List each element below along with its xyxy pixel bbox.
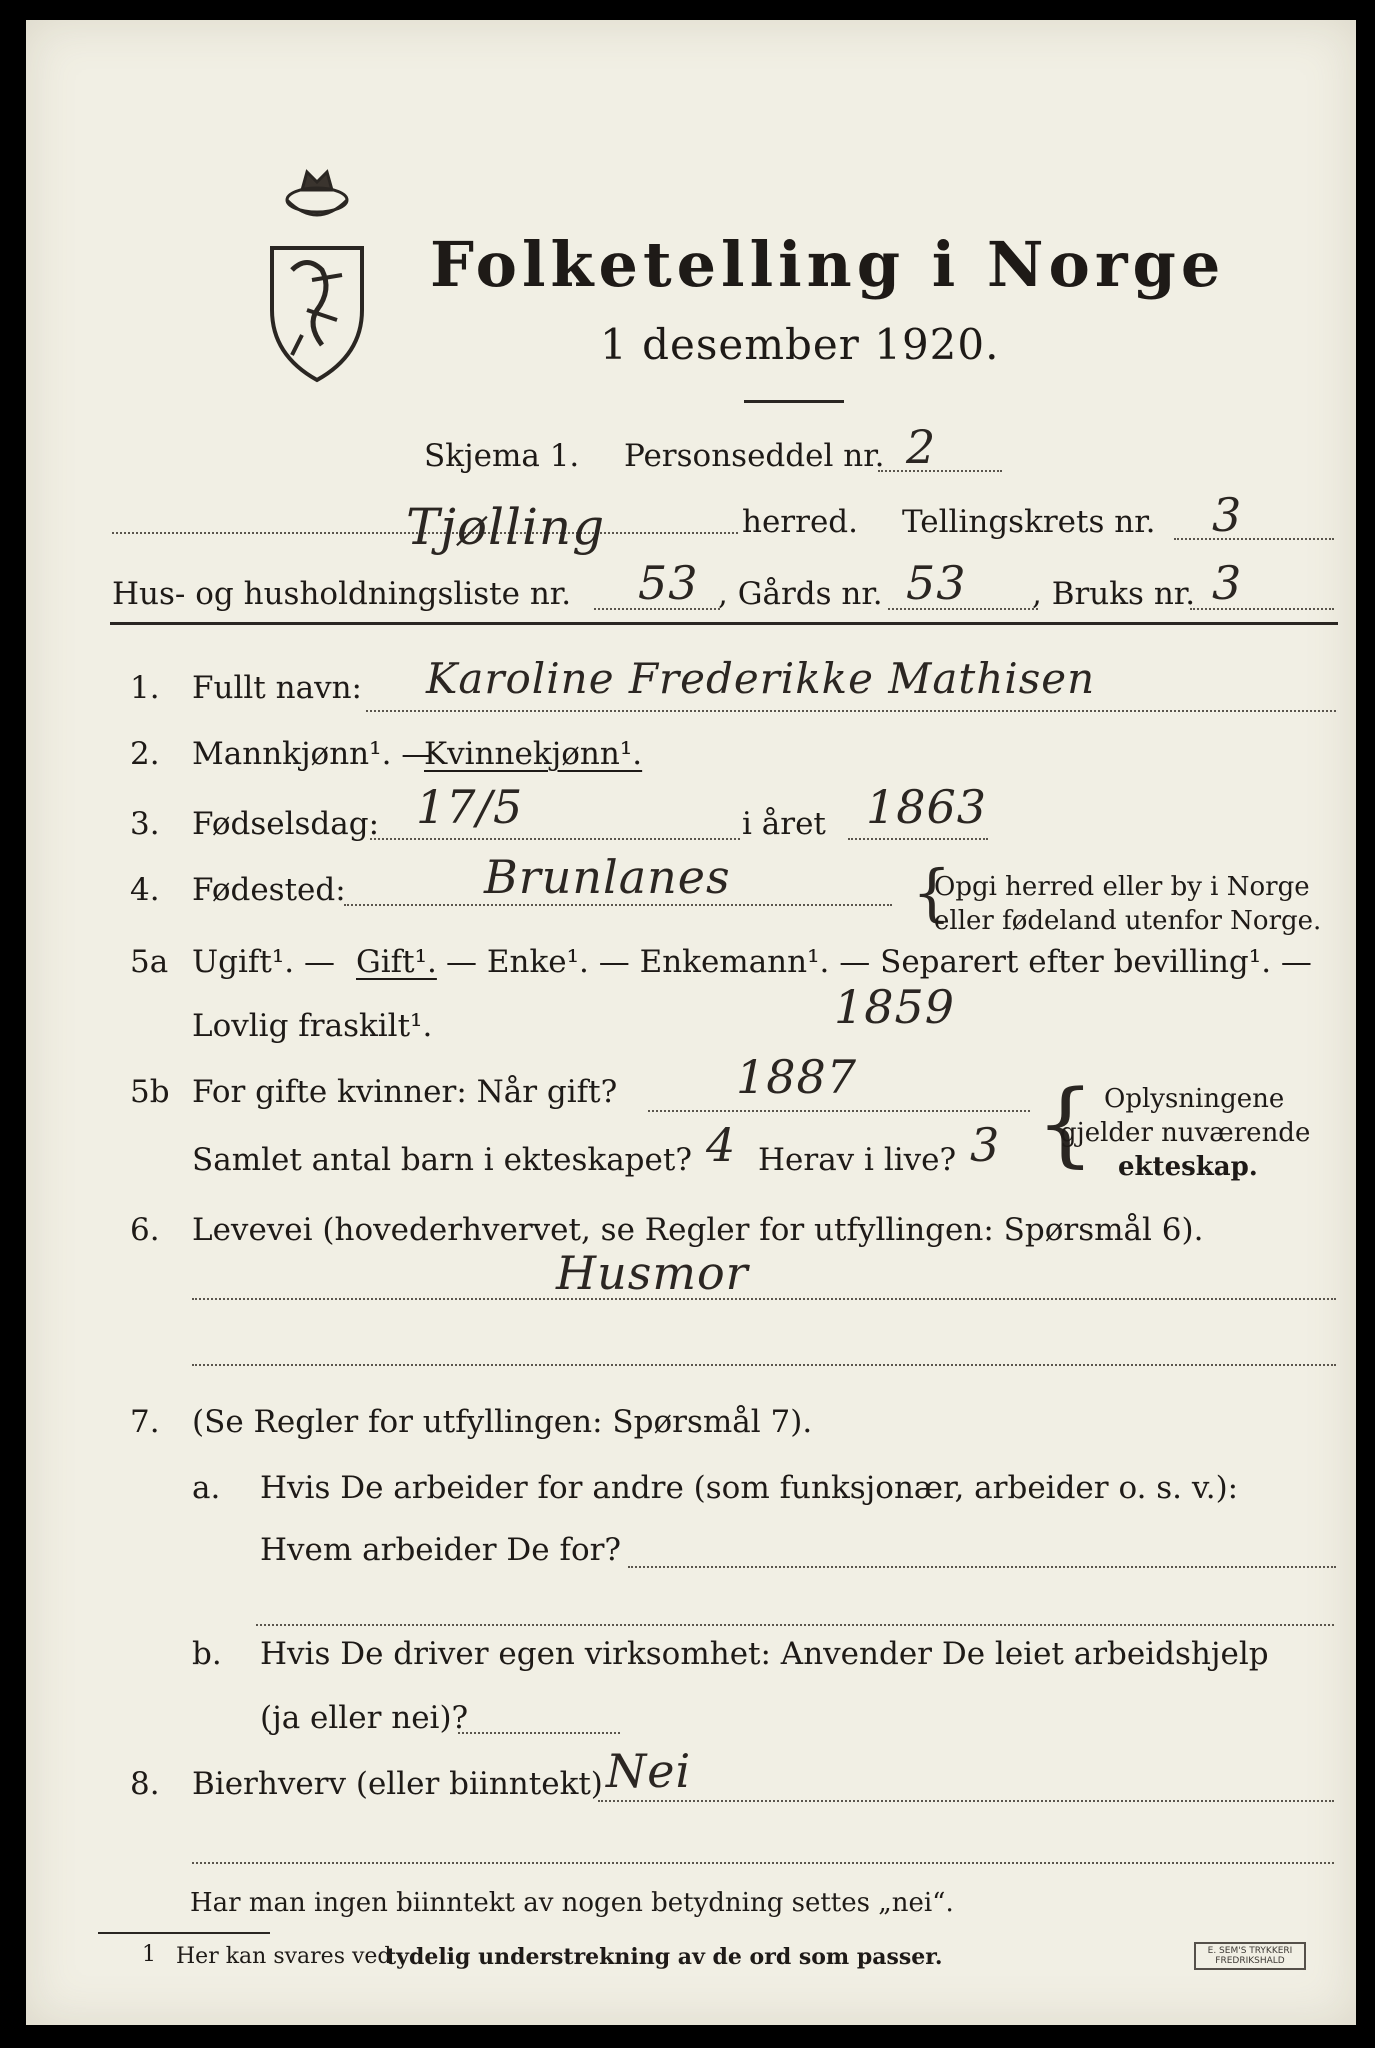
- footnote-divider: [98, 1932, 270, 1934]
- q6-number: 6.: [130, 1212, 160, 1248]
- male-option: Mannkjønn¹. —: [192, 736, 433, 772]
- year-label: i året: [742, 806, 826, 842]
- children-label: Samlet antal barn i ekteskapet?: [192, 1142, 692, 1178]
- q4-label: Fødested:: [192, 872, 346, 908]
- alive-value: 3: [970, 1118, 1001, 1172]
- q7-label: (Se Regler for utfyllingen: Spørsmål 7).: [192, 1404, 813, 1440]
- bruks-label: , Bruks nr.: [1032, 576, 1196, 612]
- norwegian-coat-of-arms-icon: [262, 160, 372, 385]
- header-divider: [110, 622, 1338, 625]
- marriage-note-3: ekteskap.: [1118, 1152, 1258, 1182]
- side-income-label: Bierhverv (eller biinntekt): [192, 1766, 603, 1802]
- q7-number: 7.: [130, 1404, 160, 1440]
- side-income-value: Nei: [606, 1744, 692, 1798]
- nei-note: Har man ingen biinntekt av nogen betydning settes „nei“.: [190, 1888, 954, 1918]
- census-form-sheet: Folketelling i Norge 1 desember 1920. Skjema 1. Personseddel nr. 2 Tjølling herred. Tellingskrets nr. 3 Hus- og husholdningsliste nr. 53 , Gårds nr. 53 , Bruks nr. 3 1. Fullt navn: Karoline Frederikke Mathisen 2. Mannkjønn¹. — Kvinnekjønn¹. 3. Fødselsdag: 17/5 i året 1863 4. Fødested: Brunlanes { Opgi herred eller by i Norge eller fødeland utenfor Norge. 5a Ugift¹. — Gift¹. — Enke¹. — Enkemann¹. — Separert efter bevilling¹. — Lovlig fraskilt¹. 1859 5b For gifte kvinner: Når gift? 1887 Samlet antal barn i ekteskapet? 4 Herav i live? 3 { Oplysningene gjelder nuværende ekteskap. 6. Levevei (hovederhvervet, se Regler for utfyllingen: Spørsmål 6). Husmor 7. (Se Regler for utfyllingen: Spørsmål 7). a. Hvis De arbeider for andre (som funksjonær, arbeider o. s. v.): Hvem arbeider De for? b. Hvis De driver egen virksomhet: Anvender De leiet arbeidshjelp (ja eller nei)? 8. Bierhverv (eller biinntekt) Nei Har man ingen biinntekt av nogen betydning settes „nei“. 1 Her kan svares ved tydelig understrekning av de ord som passer. E. SEM'S TRYKKERI FREDRIKSHALD: [26, 20, 1356, 2025]
- marriage-note-2: gjelder nuværende: [1060, 1118, 1311, 1148]
- personseddel-value: 2: [906, 420, 937, 474]
- occupation-value: Husmor: [556, 1246, 749, 1300]
- q5b-number: 5b: [130, 1074, 170, 1110]
- tellingskrets-value: 3: [1212, 488, 1243, 542]
- birthplace-note-1: Opgi herred eller by i Norge: [934, 872, 1310, 902]
- q3-label: Fødselsdag:: [192, 806, 380, 842]
- q1-number: 1.: [130, 670, 160, 706]
- herred-label: herred.: [742, 504, 858, 540]
- q3-number: 3.: [130, 806, 160, 842]
- gards-value: 53: [906, 556, 967, 610]
- footnote-emphasis: tydelig understrekning av de ord som passer.: [386, 1944, 943, 1970]
- married-option-underlined: Gift¹.: [356, 944, 437, 980]
- hired-help-question: (ja eller nei)?: [260, 1700, 469, 1736]
- employer-question: Hvem arbeider De for?: [260, 1532, 622, 1568]
- q4-number: 4.: [130, 872, 160, 908]
- q2-number: 2.: [130, 736, 160, 772]
- female-option-underlined: Kvinnekjønn¹.: [424, 736, 643, 772]
- bruks-value: 3: [1212, 556, 1243, 610]
- husliste-value: 53: [638, 556, 699, 610]
- children-value: 4: [706, 1118, 737, 1172]
- census-date: 1 desember 1920.: [600, 320, 1000, 369]
- birth-year-value: 1863: [866, 780, 988, 834]
- title-divider: [744, 400, 844, 403]
- footnote-mark: 1: [142, 1942, 156, 1967]
- divorced-option: Lovlig fraskilt¹.: [192, 1008, 433, 1044]
- q7a-text: Hvis De arbeider for andre (som funksjonær, arbeider o. s. v.):: [260, 1470, 1239, 1506]
- alive-label: Herav i live?: [758, 1142, 957, 1178]
- birthday-value: 17/5: [416, 780, 524, 834]
- gards-label: , Gårds nr.: [718, 576, 883, 612]
- birthplace-value: Brunlanes: [484, 850, 731, 904]
- unmarried-option: Ugift¹. —: [192, 944, 335, 980]
- printer-stamp: E. SEM'S TRYKKERI FREDRIKSHALD: [1194, 1942, 1306, 1970]
- personseddel-label: Personseddel nr.: [624, 438, 885, 474]
- q7b-text: Hvis De driver egen virksomhet: Anvender De leiet arbeidshjelp: [260, 1636, 1269, 1672]
- page-title: Folketelling i Norge: [430, 228, 1226, 301]
- birthplace-note-2: eller fødeland utenfor Norge.: [934, 906, 1322, 936]
- footnote-text: Her kan svares ved: [176, 1944, 392, 1969]
- q7a-letter: a.: [192, 1470, 221, 1506]
- q5a-number: 5a: [130, 944, 169, 980]
- schema-label: Skjema 1.: [424, 438, 580, 474]
- q1-label: Fullt navn:: [192, 670, 362, 706]
- married-year-value: 1887: [736, 1050, 858, 1104]
- tellingskrets-label: Tellingskrets nr.: [902, 504, 1156, 540]
- q8-number: 8.: [130, 1766, 160, 1802]
- husliste-label: Hus- og husholdningsliste nr.: [112, 576, 572, 612]
- full-name-value: Karoline Frederikke Mathisen: [426, 654, 1096, 703]
- occupation-label: Levevei (hovederhvervet, se Regler for utfyllingen: Spørsmål 6).: [192, 1212, 1204, 1248]
- q7b-letter: b.: [192, 1636, 222, 1672]
- married-when-label: For gifte kvinner: Når gift?: [192, 1074, 618, 1110]
- year-annotation: 1859: [834, 980, 956, 1034]
- herred-value: Tjølling: [406, 498, 606, 556]
- marital-options-rest: — Enke¹. — Enkemann¹. — Separert efter bevilling¹. —: [446, 944, 1312, 980]
- marriage-note-1: Oplysningene: [1104, 1084, 1285, 1114]
